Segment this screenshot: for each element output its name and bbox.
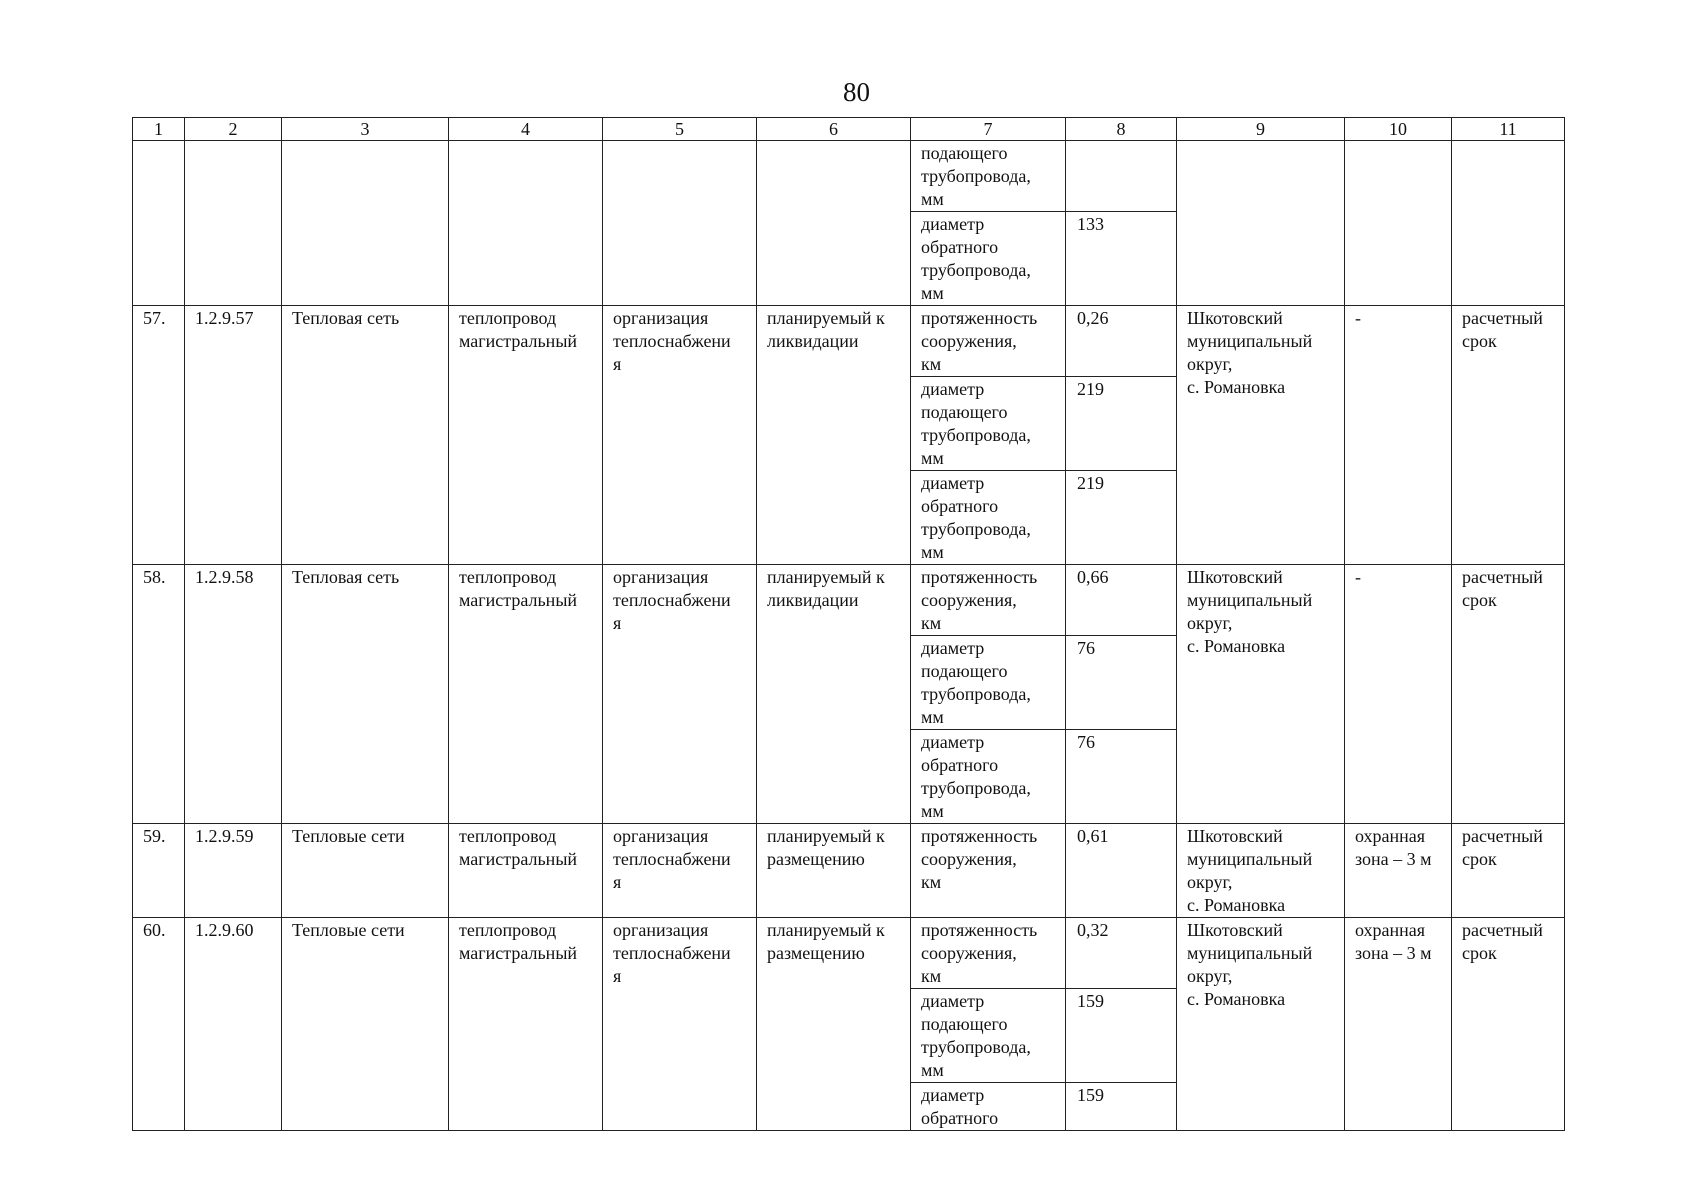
code-cell — [185, 918, 282, 1131]
purpose-cell — [603, 141, 757, 306]
column-header: 5 — [603, 118, 757, 141]
term-cell — [1452, 141, 1565, 306]
param-name-cell-line: мм — [921, 1060, 944, 1080]
zone-cell-line: зона – 3 м — [1355, 849, 1432, 869]
term-cell-line: расчетный — [1462, 920, 1543, 940]
code-cell-line: 1.2.9.59 — [195, 826, 254, 846]
code-cell-line: 1.2.9.60 — [195, 920, 254, 940]
param-value-cell — [1066, 918, 1177, 989]
param-name-cell-line: км — [921, 872, 942, 892]
param-value-cell-line: 0,32 — [1077, 920, 1109, 940]
purpose-cell-line: теплоснабжени — [613, 590, 731, 610]
param-name-cell-line: мм — [921, 283, 944, 303]
location-cell-line: Шкотовский — [1187, 920, 1283, 940]
name-cell-line: Тепловая сеть — [292, 567, 400, 587]
purpose-cell-line: теплоснабжени — [613, 849, 731, 869]
location-cell-line: округ, — [1187, 872, 1233, 892]
location-cell-line: с. Романовка — [1187, 636, 1286, 656]
column-number-row — [133, 118, 1565, 141]
location-cell — [1177, 824, 1345, 918]
param-name-cell-line: трубопровода, — [921, 1037, 1031, 1057]
code-cell — [185, 565, 282, 824]
location-cell-line: Шкотовский — [1187, 826, 1283, 846]
term-cell-line: расчетный — [1462, 826, 1543, 846]
param-value-cell-line: 133 — [1077, 214, 1104, 234]
param-name-cell-line: подающего — [921, 143, 1008, 163]
type-cell-line: теплопровод — [459, 308, 557, 328]
param-name-cell — [911, 918, 1066, 989]
location-cell-line: с. Романовка — [1187, 895, 1286, 915]
column-header: 9 — [1177, 118, 1345, 141]
zone-cell-line: зона – 3 м — [1355, 943, 1432, 963]
param-name-cell-line: протяженность — [921, 567, 1038, 587]
status-cell-line: планируемый к — [767, 308, 885, 328]
term-cell-line: срок — [1462, 590, 1497, 610]
param-name-cell-line: км — [921, 613, 942, 633]
param-name-cell — [911, 306, 1066, 377]
param-name-cell-line: диаметр — [921, 991, 985, 1011]
param-name-cell-line: км — [921, 966, 942, 986]
param-name-cell-line: мм — [921, 448, 944, 468]
param-name-cell-line: км — [921, 354, 942, 374]
term-cell — [1452, 306, 1565, 565]
param-value-cell-line: 76 — [1077, 732, 1095, 752]
num-cell — [133, 306, 185, 565]
name-cell — [282, 565, 449, 824]
param-value-cell — [1066, 141, 1177, 212]
param-name-cell-line: сооружения, — [921, 590, 1017, 610]
purpose-cell-line: я — [613, 613, 622, 633]
status-cell-line: размещению — [767, 943, 865, 963]
param-name-cell-line: диаметр — [921, 214, 985, 234]
status-cell — [757, 824, 911, 918]
purpose-cell — [603, 306, 757, 565]
purpose-cell-line: организация — [613, 567, 709, 587]
param-name-cell-line: сооружения, — [921, 849, 1017, 869]
param-value-cell — [1066, 471, 1177, 565]
name-cell-line: Тепловые сети — [292, 826, 405, 846]
table-row — [133, 565, 1565, 636]
param-name-cell-line: сооружения, — [921, 331, 1017, 351]
param-name-cell-line: обратного — [921, 1108, 999, 1128]
purpose-cell — [603, 918, 757, 1131]
location-cell-line: округ, — [1187, 354, 1233, 374]
param-name-cell-line: трубопровода, — [921, 519, 1031, 539]
type-cell-line: магистральный — [459, 943, 578, 963]
location-cell — [1177, 565, 1345, 824]
name-cell — [282, 918, 449, 1131]
column-header: 6 — [757, 118, 911, 141]
param-value-cell — [1066, 1083, 1177, 1131]
term-cell — [1452, 565, 1565, 824]
param-name-cell — [911, 565, 1066, 636]
param-value-cell-line: 0,66 — [1077, 567, 1109, 587]
param-value-cell-line: 219 — [1077, 379, 1104, 399]
purpose-cell-line: я — [613, 872, 622, 892]
type-cell-line: магистральный — [459, 331, 578, 351]
zone-cell — [1345, 141, 1452, 306]
param-name-cell-line: мм — [921, 542, 944, 562]
zone-cell — [1345, 824, 1452, 918]
column-header: 2 — [185, 118, 282, 141]
param-value-cell-line: 0,61 — [1077, 826, 1109, 846]
param-value-cell-line: 159 — [1077, 1085, 1104, 1105]
param-value-cell-line: 159 — [1077, 991, 1104, 1011]
param-value-cell — [1066, 636, 1177, 730]
zone-cell — [1345, 306, 1452, 565]
column-header: 10 — [1345, 118, 1452, 141]
zone-cell — [1345, 565, 1452, 824]
param-name-cell-line: диаметр — [921, 732, 985, 752]
status-cell-line: планируемый к — [767, 567, 885, 587]
param-name-cell-line: диаметр — [921, 473, 985, 493]
num-cell-line: 59. — [143, 826, 166, 846]
term-cell-line: срок — [1462, 849, 1497, 869]
code-cell — [185, 141, 282, 306]
zone-cell — [1345, 918, 1452, 1131]
term-cell-line: срок — [1462, 943, 1497, 963]
param-name-cell-line: диаметр — [921, 1085, 985, 1105]
location-cell-line: муниципальный — [1187, 331, 1313, 351]
param-name-cell-line: обратного — [921, 755, 999, 775]
param-name-cell-line: сооружения, — [921, 943, 1017, 963]
param-name-cell — [911, 636, 1066, 730]
status-cell — [757, 565, 911, 824]
param-name-cell-line: диаметр — [921, 379, 985, 399]
location-cell-line: округ, — [1187, 966, 1233, 986]
purpose-cell-line: я — [613, 966, 622, 986]
term-cell — [1452, 824, 1565, 918]
num-cell — [133, 824, 185, 918]
type-cell — [449, 918, 603, 1131]
num-cell-line: 57. — [143, 308, 166, 328]
page-number: 80 — [843, 77, 870, 107]
location-cell-line: с. Романовка — [1187, 989, 1286, 1009]
param-name-cell-line: подающего — [921, 402, 1008, 422]
param-name-cell — [911, 1083, 1066, 1131]
status-cell-line: размещению — [767, 849, 865, 869]
type-cell-line: магистральный — [459, 849, 578, 869]
location-cell-line: Шкотовский — [1187, 308, 1283, 328]
name-cell-line: Тепловая сеть — [292, 308, 400, 328]
column-header: 11 — [1452, 118, 1565, 141]
term-cell-line: расчетный — [1462, 567, 1543, 587]
table-row — [133, 824, 1565, 918]
term-cell — [1452, 918, 1565, 1131]
column-header: 3 — [282, 118, 449, 141]
type-cell — [449, 565, 603, 824]
param-name-cell — [911, 730, 1066, 824]
param-name-cell — [911, 141, 1066, 212]
type-cell-line: теплопровод — [459, 567, 557, 587]
zone-cell-line: охранная — [1355, 826, 1426, 846]
purpose-cell-line: теплоснабжени — [613, 943, 731, 963]
purpose-cell-line: я — [613, 354, 622, 374]
type-cell-line: магистральный — [459, 590, 578, 610]
table-row — [133, 306, 1565, 377]
param-value-cell — [1066, 730, 1177, 824]
param-name-cell-line: трубопровода, — [921, 684, 1031, 704]
type-cell — [449, 306, 603, 565]
type-cell — [449, 141, 603, 306]
location-cell-line: муниципальный — [1187, 943, 1313, 963]
zone-cell-line: - — [1355, 308, 1361, 328]
purpose-cell-line: организация — [613, 308, 709, 328]
purpose-cell — [603, 565, 757, 824]
param-name-cell-line: трубопровода, — [921, 166, 1031, 186]
param-name-cell-line: протяженность — [921, 920, 1038, 940]
name-cell — [282, 141, 449, 306]
location-cell — [1177, 918, 1345, 1131]
purpose-cell — [603, 824, 757, 918]
param-value-cell — [1066, 824, 1177, 918]
name-cell — [282, 306, 449, 565]
param-value-cell — [1066, 306, 1177, 377]
param-name-cell-line: трубопровода, — [921, 425, 1031, 445]
name-cell — [282, 824, 449, 918]
table-row — [133, 918, 1565, 989]
num-cell — [133, 565, 185, 824]
column-header: 1 — [133, 118, 185, 141]
param-name-cell-line: мм — [921, 801, 944, 821]
term-cell-line: срок — [1462, 331, 1497, 351]
location-cell-line: Шкотовский — [1187, 567, 1283, 587]
num-cell-line: 60. — [143, 920, 166, 940]
column-header: 8 — [1066, 118, 1177, 141]
register-table — [132, 117, 1565, 1131]
code-cell-line: 1.2.9.58 — [195, 567, 254, 587]
location-cell-line: с. Романовка — [1187, 377, 1286, 397]
param-name-cell-line: протяженность — [921, 826, 1038, 846]
location-cell-line: округ, — [1187, 613, 1233, 633]
code-cell — [185, 306, 282, 565]
purpose-cell-line: теплоснабжени — [613, 331, 731, 351]
status-cell-line: планируемый к — [767, 920, 885, 940]
column-header: 7 — [911, 118, 1066, 141]
status-cell-line: ликвидации — [767, 590, 859, 610]
param-value-cell — [1066, 565, 1177, 636]
param-name-cell — [911, 212, 1066, 306]
param-value-cell — [1066, 212, 1177, 306]
param-name-cell-line: мм — [921, 189, 944, 209]
param-name-cell-line: протяженность — [921, 308, 1038, 328]
num-cell — [133, 918, 185, 1131]
param-name-cell-line: обратного — [921, 496, 999, 516]
status-cell — [757, 306, 911, 565]
param-name-cell-line: диаметр — [921, 638, 985, 658]
status-cell — [757, 918, 911, 1131]
location-cell — [1177, 141, 1345, 306]
param-name-cell-line: трубопровода, — [921, 260, 1031, 280]
num-cell — [133, 141, 185, 306]
zone-cell-line: - — [1355, 567, 1361, 587]
type-cell — [449, 824, 603, 918]
purpose-cell-line: организация — [613, 826, 709, 846]
purpose-cell-line: организация — [613, 920, 709, 940]
num-cell-line: 58. — [143, 567, 166, 587]
param-name-cell-line: подающего — [921, 661, 1008, 681]
param-name-cell — [911, 989, 1066, 1083]
param-value-cell — [1066, 989, 1177, 1083]
param-name-cell — [911, 824, 1066, 918]
param-name-cell-line: обратного — [921, 237, 999, 257]
param-value-cell-line: 0,26 — [1077, 308, 1109, 328]
location-cell — [1177, 306, 1345, 565]
param-name-cell — [911, 471, 1066, 565]
status-cell-line: ликвидации — [767, 331, 859, 351]
location-cell-line: муниципальный — [1187, 849, 1313, 869]
param-value-cell — [1066, 377, 1177, 471]
param-name-cell-line: подающего — [921, 1014, 1008, 1034]
term-cell-line: расчетный — [1462, 308, 1543, 328]
code-cell — [185, 824, 282, 918]
param-name-cell — [911, 377, 1066, 471]
param-value-cell-line: 219 — [1077, 473, 1104, 493]
column-header: 4 — [449, 118, 603, 141]
param-name-cell-line: мм — [921, 707, 944, 727]
location-cell-line: муниципальный — [1187, 590, 1313, 610]
name-cell-line: Тепловые сети — [292, 920, 405, 940]
table-row — [133, 141, 1565, 212]
type-cell-line: теплопровод — [459, 826, 557, 846]
param-name-cell-line: трубопровода, — [921, 778, 1031, 798]
zone-cell-line: охранная — [1355, 920, 1426, 940]
param-value-cell-line: 76 — [1077, 638, 1095, 658]
code-cell-line: 1.2.9.57 — [195, 308, 254, 328]
status-cell-line: планируемый к — [767, 826, 885, 846]
status-cell — [757, 141, 911, 306]
type-cell-line: теплопровод — [459, 920, 557, 940]
